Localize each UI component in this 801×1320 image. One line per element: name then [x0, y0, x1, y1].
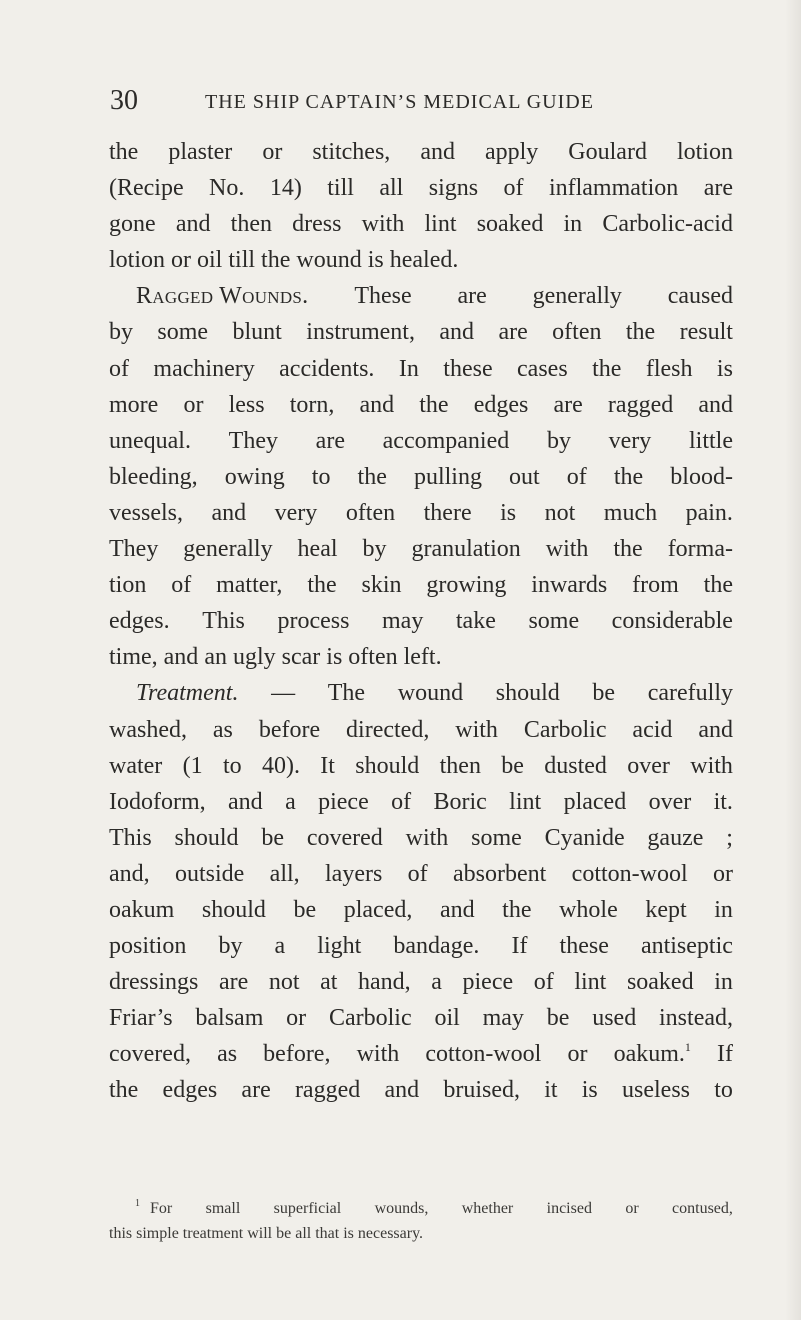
- word: should: [355, 752, 420, 779]
- word: They: [228, 427, 278, 454]
- word: lotion: [109, 247, 166, 274]
- word: and: [175, 211, 211, 238]
- word: These: [354, 283, 412, 310]
- word: are: [553, 391, 583, 418]
- word: or: [625, 1200, 639, 1217]
- word: the: [419, 391, 449, 418]
- text-line: [109, 603, 733, 639]
- word: If: [511, 933, 528, 960]
- word: edges.: [109, 608, 170, 635]
- word: time,: [109, 644, 158, 671]
- word: carefully: [647, 680, 733, 707]
- word: pain.: [685, 499, 733, 526]
- word: with: [405, 824, 449, 851]
- word: owing: [224, 463, 285, 490]
- word: water: [109, 752, 163, 779]
- word: piece: [462, 969, 514, 996]
- word: piece: [318, 788, 369, 815]
- word: an: [204, 644, 227, 671]
- word: it: [544, 1077, 558, 1104]
- text-line: [109, 856, 733, 892]
- text-line: [109, 495, 733, 531]
- word: before: [258, 716, 321, 743]
- word: skin: [361, 572, 402, 599]
- page-edge-shadow: [785, 0, 801, 1320]
- word: with: [455, 716, 498, 743]
- word: these: [559, 933, 609, 960]
- word: In: [398, 355, 419, 382]
- word: and: [439, 319, 475, 346]
- word: torn,: [289, 391, 335, 418]
- word: gone: [109, 211, 156, 238]
- word: may: [482, 1005, 524, 1032]
- word: will: [247, 1225, 273, 1242]
- word: the: [613, 463, 644, 490]
- word: the: [109, 1077, 139, 1104]
- footnote-marker: 1: [135, 1198, 140, 1209]
- word: and: [163, 644, 199, 671]
- word: acid: [632, 716, 673, 743]
- word: be: [276, 1225, 292, 1242]
- word: a: [285, 788, 296, 815]
- word: unequal.: [109, 427, 191, 454]
- word: small: [205, 1200, 241, 1217]
- word: more: [109, 391, 159, 418]
- text-line: [109, 314, 733, 350]
- text-line: [109, 820, 733, 856]
- word: kept: [645, 896, 687, 923]
- word: placed: [563, 788, 627, 815]
- word: to: [714, 1077, 733, 1104]
- word: are: [457, 283, 487, 310]
- word: these: [443, 355, 493, 382]
- word: is: [326, 644, 343, 671]
- text-line: [109, 423, 733, 459]
- word: as: [212, 716, 233, 743]
- text-line: [109, 892, 733, 928]
- word: with: [690, 752, 733, 779]
- text-line: [109, 784, 733, 820]
- word: position: [109, 933, 187, 960]
- text-line: [109, 134, 733, 170]
- word: dressings: [109, 969, 199, 996]
- word: signs: [428, 175, 479, 202]
- word: (Recipe: [109, 175, 184, 202]
- word: necessary.: [357, 1225, 424, 1242]
- word: then: [439, 752, 481, 779]
- word: the: [502, 896, 532, 923]
- main-text: [109, 134, 733, 1109]
- word: by: [546, 427, 571, 454]
- word: Carbolic: [523, 716, 607, 743]
- word: result: [679, 319, 733, 346]
- word: out: [509, 463, 540, 490]
- word: stitches,: [312, 139, 391, 165]
- word: should: [495, 680, 560, 707]
- word: and: [359, 391, 395, 418]
- word: to: [222, 752, 242, 779]
- word: then: [230, 211, 272, 238]
- word: 40).: [261, 752, 300, 779]
- word: much: [603, 499, 658, 526]
- word: covered: [306, 824, 383, 851]
- word: by: [109, 319, 133, 346]
- word: useless: [622, 1077, 690, 1104]
- word: machinery: [153, 355, 255, 382]
- word: and: [698, 391, 733, 418]
- word: it.: [713, 788, 733, 815]
- word: of: [503, 175, 524, 202]
- word: oakum.: [613, 1041, 685, 1068]
- word: growing: [426, 572, 507, 599]
- word: Friar’s: [109, 1005, 173, 1032]
- text-line: [109, 1072, 733, 1108]
- word: incised: [546, 1200, 592, 1217]
- word: often: [552, 319, 602, 346]
- word: or: [171, 247, 192, 274]
- word: heal: [297, 536, 338, 563]
- word-with-footnote: [614, 1036, 691, 1072]
- word: directed,: [346, 716, 430, 743]
- word: often: [345, 499, 396, 526]
- word: till: [327, 175, 354, 202]
- word: healed.: [389, 247, 459, 274]
- footnote: [109, 1196, 733, 1246]
- word: accompanied: [382, 427, 510, 454]
- word: should: [201, 896, 266, 923]
- word: very: [608, 427, 652, 454]
- word: dress: [292, 211, 342, 238]
- text-line: [109, 675, 733, 711]
- word: oil: [434, 1005, 460, 1032]
- word: there: [423, 499, 472, 526]
- word: Carbolic-acid: [602, 211, 733, 238]
- text-line: [109, 387, 733, 423]
- word: be: [546, 1005, 570, 1032]
- word: from: [632, 572, 679, 599]
- page-header: [110, 86, 730, 116]
- word: simple: [136, 1225, 179, 1242]
- word: placed,: [343, 896, 413, 923]
- word: of: [109, 355, 129, 382]
- word: often: [348, 644, 398, 671]
- word: are: [241, 1077, 271, 1104]
- word: instrument,: [306, 319, 415, 346]
- word: wounds,: [374, 1200, 429, 1217]
- word: edges: [162, 1077, 218, 1104]
- word: matter,: [216, 572, 283, 599]
- word: plaster: [168, 139, 233, 165]
- word: washed,: [109, 716, 187, 743]
- word: or: [262, 139, 283, 165]
- page-number: 30: [110, 85, 138, 116]
- word: of: [533, 969, 554, 996]
- word: generally: [183, 536, 273, 563]
- word: with: [361, 211, 405, 238]
- word: the: [613, 536, 643, 563]
- word: till: [228, 247, 256, 274]
- word: be: [592, 680, 616, 707]
- word: cotton-wool: [571, 860, 688, 887]
- word: covered,: [109, 1041, 191, 1068]
- text-line: [109, 964, 733, 1000]
- word: This: [109, 824, 152, 851]
- word: in: [563, 211, 583, 238]
- word: lint: [424, 211, 457, 238]
- word: used: [592, 1005, 637, 1032]
- word: oil: [197, 247, 223, 274]
- word: It: [320, 752, 335, 779]
- word: by: [362, 536, 387, 563]
- word: take: [455, 608, 496, 635]
- word: some: [528, 608, 580, 635]
- word: antiseptic: [640, 933, 733, 960]
- word: by: [218, 933, 243, 960]
- word: oakum: [109, 896, 175, 923]
- word: less: [228, 391, 265, 418]
- word: the: [703, 572, 733, 599]
- word: some: [471, 824, 522, 851]
- word: to: [311, 463, 331, 490]
- word: accidents.: [279, 355, 375, 382]
- word: and: [439, 896, 475, 923]
- word: edges: [473, 391, 529, 418]
- word: be: [501, 752, 524, 779]
- word: apply: [484, 139, 539, 165]
- word: with: [356, 1041, 400, 1068]
- word: as: [217, 1041, 238, 1068]
- word: all,: [269, 860, 300, 887]
- word: lotion: [676, 139, 733, 165]
- footnote-line: [109, 1196, 733, 1221]
- word: the: [109, 139, 139, 165]
- word: all: [379, 175, 404, 202]
- word: the: [625, 319, 656, 346]
- word: are: [218, 969, 249, 996]
- word: bandage.: [393, 933, 480, 960]
- word: the: [357, 463, 387, 490]
- word: and,: [109, 860, 150, 887]
- word: in: [714, 896, 733, 923]
- word: the: [592, 355, 622, 382]
- word: gauze: [647, 824, 704, 851]
- text-line: [109, 639, 733, 675]
- word: ;: [726, 824, 733, 851]
- word: bruised,: [443, 1077, 520, 1104]
- word: contused,: [672, 1200, 733, 1217]
- text-line: [109, 1036, 733, 1072]
- word: and: [211, 499, 247, 526]
- word: and: [384, 1077, 420, 1104]
- word: very: [274, 499, 318, 526]
- word: lint: [509, 788, 542, 815]
- word: all: [295, 1225, 312, 1242]
- word: of: [566, 463, 587, 490]
- word: No.: [209, 175, 245, 202]
- word: not: [544, 499, 576, 526]
- word: over: [627, 752, 670, 779]
- word: The: [327, 680, 366, 707]
- word: (1: [182, 752, 203, 779]
- word: caused: [667, 283, 733, 310]
- word: or: [286, 1005, 307, 1032]
- word: or: [567, 1041, 588, 1068]
- footnote-first-word-with-marker: [135, 1196, 172, 1221]
- word: should: [174, 824, 239, 851]
- word: For: [150, 1200, 173, 1217]
- word: and: [420, 139, 455, 165]
- section-heading-ragged-wounds: Ragged Wounds.: [136, 283, 309, 310]
- word: superficial: [273, 1200, 342, 1217]
- word: scar: [281, 644, 321, 671]
- word: light: [317, 933, 362, 960]
- word: blunt: [232, 319, 282, 346]
- word: generally: [532, 283, 622, 310]
- word: and: [698, 716, 733, 743]
- word: treatment: [182, 1225, 244, 1242]
- text-line: [109, 170, 733, 206]
- section-heading-treatment: Treatment.: [136, 680, 239, 707]
- text-line: [109, 351, 733, 387]
- text-line: [109, 567, 733, 603]
- word: inflammation: [548, 175, 679, 202]
- word: cases: [517, 355, 568, 382]
- word: forma-: [667, 536, 733, 563]
- word: some: [157, 319, 209, 346]
- word: be: [261, 824, 284, 851]
- word: a: [431, 969, 442, 996]
- text-line: [109, 242, 733, 278]
- word: are: [315, 427, 345, 454]
- word: Carbolic: [328, 1005, 412, 1032]
- word: instead,: [659, 1005, 733, 1032]
- word: or: [713, 860, 733, 887]
- word: If: [717, 1041, 733, 1068]
- word: inwards: [531, 572, 608, 599]
- text-line: [109, 712, 733, 748]
- word: lint: [574, 969, 607, 996]
- text-line: [109, 278, 733, 314]
- word: left.: [403, 644, 442, 671]
- word: vessels,: [109, 499, 183, 526]
- word: blood-: [670, 463, 733, 490]
- word: cotton-wool: [425, 1041, 542, 1068]
- word: the: [307, 572, 337, 599]
- word: tion: [109, 572, 147, 599]
- text-line: [109, 1000, 733, 1036]
- word: process: [277, 608, 350, 635]
- text-line: [109, 206, 733, 242]
- word: of: [171, 572, 192, 599]
- word: are: [703, 175, 733, 202]
- text-line: [109, 928, 733, 964]
- word: This: [202, 608, 245, 635]
- text-line: [109, 748, 733, 784]
- word: be: [293, 896, 317, 923]
- word: not: [268, 969, 300, 996]
- word: wound: [397, 680, 464, 707]
- word: of: [391, 788, 412, 815]
- word: pulling: [413, 463, 482, 490]
- word: flesh: [645, 355, 693, 382]
- word: soaked: [476, 211, 544, 238]
- word: at: [320, 969, 338, 996]
- word: this: [109, 1225, 133, 1242]
- word: is: [500, 499, 517, 526]
- word: Boric: [433, 788, 487, 815]
- word: in: [714, 969, 733, 996]
- word: may: [382, 608, 424, 635]
- word: absorbent: [453, 860, 547, 887]
- word: granulation: [411, 536, 521, 563]
- word: soaked: [626, 969, 694, 996]
- word: hand,: [358, 969, 411, 996]
- word: little: [688, 427, 733, 454]
- word: and: [228, 788, 263, 815]
- word: ugly: [232, 644, 276, 671]
- word: the: [261, 247, 291, 274]
- word: dusted: [544, 752, 607, 779]
- word: before,: [263, 1041, 331, 1068]
- word: over: [648, 788, 692, 815]
- footnote-line: [109, 1221, 733, 1246]
- word: of: [407, 860, 428, 887]
- word: balsam: [195, 1005, 264, 1032]
- word: or: [183, 391, 204, 418]
- word: is: [716, 355, 733, 382]
- word: —: [271, 680, 296, 707]
- word: Goulard: [568, 139, 647, 165]
- running-head: THE SHIP CAPTAIN’S MEDICAL GUIDE: [205, 91, 594, 113]
- word: that: [315, 1225, 340, 1242]
- word: with: [545, 536, 589, 563]
- word: a: [274, 933, 286, 960]
- footnote-reference: 1: [684, 1040, 691, 1055]
- word: layers: [325, 860, 383, 887]
- word: is: [581, 1077, 598, 1104]
- word: is: [343, 1225, 354, 1242]
- word: They: [109, 536, 159, 563]
- word: 14): [269, 175, 302, 202]
- word: whole: [559, 896, 618, 923]
- word: bleeding,: [109, 463, 198, 490]
- text-line: [109, 531, 733, 567]
- word: ragged: [607, 391, 674, 418]
- text-line: [109, 459, 733, 495]
- word: are: [498, 319, 528, 346]
- word: Cyanide: [544, 824, 625, 851]
- word: Iodoform,: [109, 788, 206, 815]
- word: ragged: [294, 1077, 361, 1104]
- word: whether: [461, 1200, 514, 1217]
- word: outside: [175, 860, 245, 887]
- word: is: [367, 247, 384, 274]
- word: wound: [296, 247, 362, 274]
- word: considerable: [611, 608, 733, 635]
